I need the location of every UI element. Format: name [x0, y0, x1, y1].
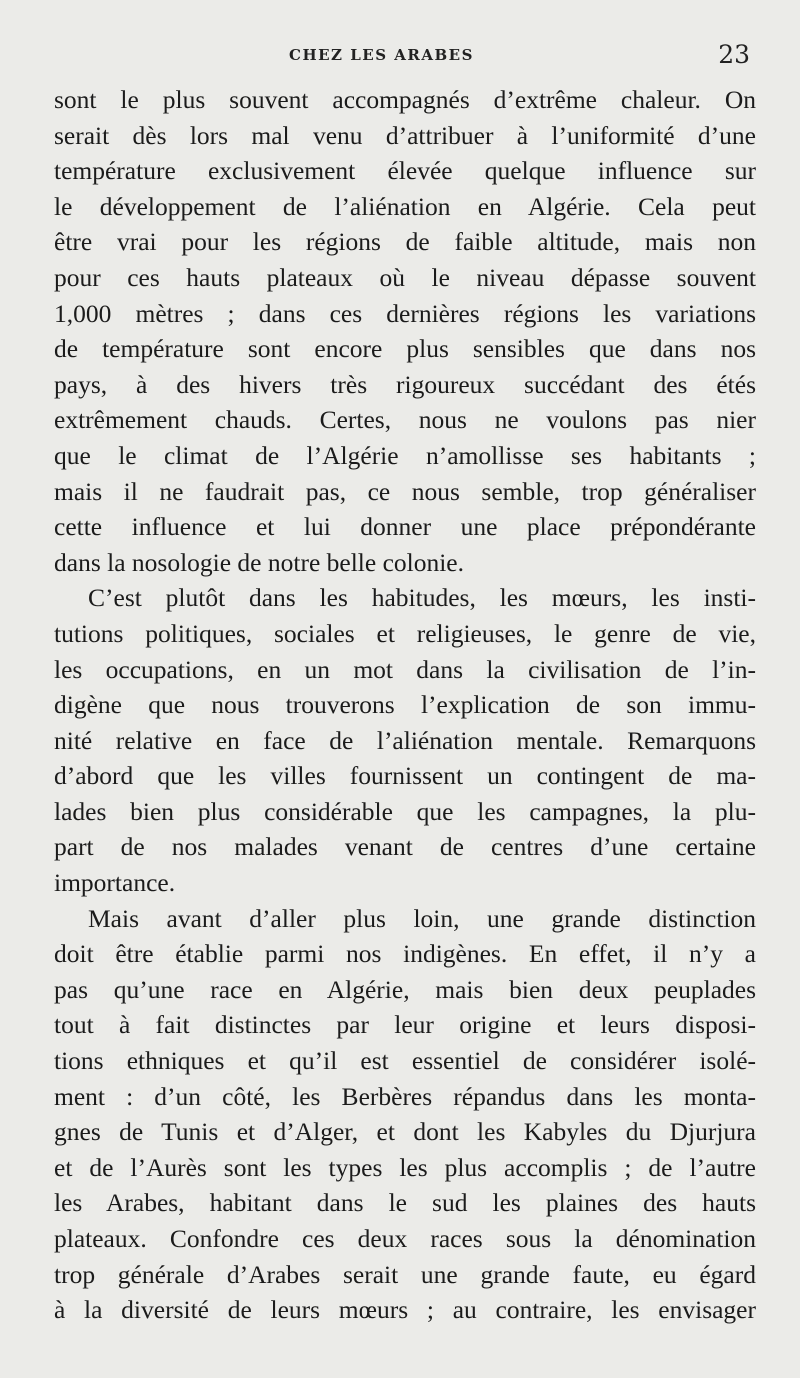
text-line: les occupations, en un mot dans la civilisation de l’in- [54, 654, 756, 684]
text-line: serait dès lors mal venu d’attribuer à l’uniformité d’une [54, 120, 756, 150]
running-head [54, 40, 756, 76]
text-line: nité relative en face de l’aliénation mentale. Remarquons [54, 725, 756, 755]
text-line: les Arabes, habitant dans le sud les plaines des hauts [54, 1188, 756, 1218]
text-line: cette influence et lui donner une place prépondérante [54, 512, 756, 542]
text-line: à la diversité de leurs mœurs ; au contraire, les envisager [54, 1295, 756, 1325]
text-line: être vrai pour les régions de faible altitude, mais non [54, 227, 756, 257]
running-title: CHEZ LES ARABES [289, 46, 474, 64]
text-line: extrêmement chauds. Certes, nous ne voulons pas nier [54, 405, 756, 435]
text-line: tions ethniques et qu’il est essentiel de considérer isolé- [54, 1046, 756, 1076]
text-line: tutions politiques, sociales et religieuses, le genre de vie, [54, 618, 756, 648]
page-number: 23 [718, 40, 750, 69]
text-line: ment : d’un côté, les Berbères répandus dans les monta- [54, 1081, 756, 1111]
text-line: pays, à des hivers très rigoureux succédant des étés [54, 369, 756, 399]
body-text [54, 82, 756, 1328]
text-line: trop générale d’Arabes serait une grande faute, eu égard [54, 1259, 756, 1289]
text-line: tout à fait distinctes par leur origine et leurs disposi- [54, 1010, 756, 1040]
text-line: de température sont encore plus sensibles que dans nos [54, 334, 756, 364]
text-line: lades bien plus considérable que les campagnes, la plu- [54, 796, 756, 826]
text-line: mais il ne faudrait pas, ce nous semble, trop généraliser [54, 476, 756, 506]
text-line: part de nos malades venant de centres d’une certaine [54, 832, 756, 862]
text-line: dans la nosologie de notre belle colonie. [54, 547, 465, 577]
text-line: pas qu’une race en Algérie, mais bien deux peuplades [54, 974, 756, 1004]
text-line: digène que nous trouverons l’explication de son immu- [54, 690, 756, 720]
text-line: sont le plus souvent accompagnés d’extrême chaleur. On [54, 85, 756, 114]
text-line: et de l’Aurès sont les types les plus accomplis ; de l’autre [54, 1152, 756, 1182]
text-line: gnes de Tunis et d’Alger, et dont les Kabyles du Djurjura [54, 1117, 756, 1147]
text-line: pour ces hauts plateaux où le niveau dépasse souvent [54, 262, 756, 292]
text-line: que le climat de l’Algérie n’amollisse ses habitants ; [54, 440, 756, 470]
text-line: doit être établie parmi nos indigènes. En effet, il n’y a [54, 939, 756, 969]
text-line: C’est plutôt dans les habitudes, les mœurs, les insti- [88, 583, 756, 613]
text-line: 1,000 mètres ; dans ces dernières régions les variations [54, 298, 756, 328]
text-line: température exclusivement élevée quelque influence sur [54, 156, 756, 186]
text-line: Mais avant d’aller plus loin, une grande distinction [88, 903, 756, 933]
text-line: d’abord que les villes fournissent un contingent de ma- [54, 761, 756, 791]
text-line: plateaux. Confondre ces deux races sous la dénomination [54, 1224, 756, 1253]
text-line: importance. [54, 868, 176, 898]
text-line: le développement de l’aliénation en Algérie. Cela peut [54, 191, 756, 221]
